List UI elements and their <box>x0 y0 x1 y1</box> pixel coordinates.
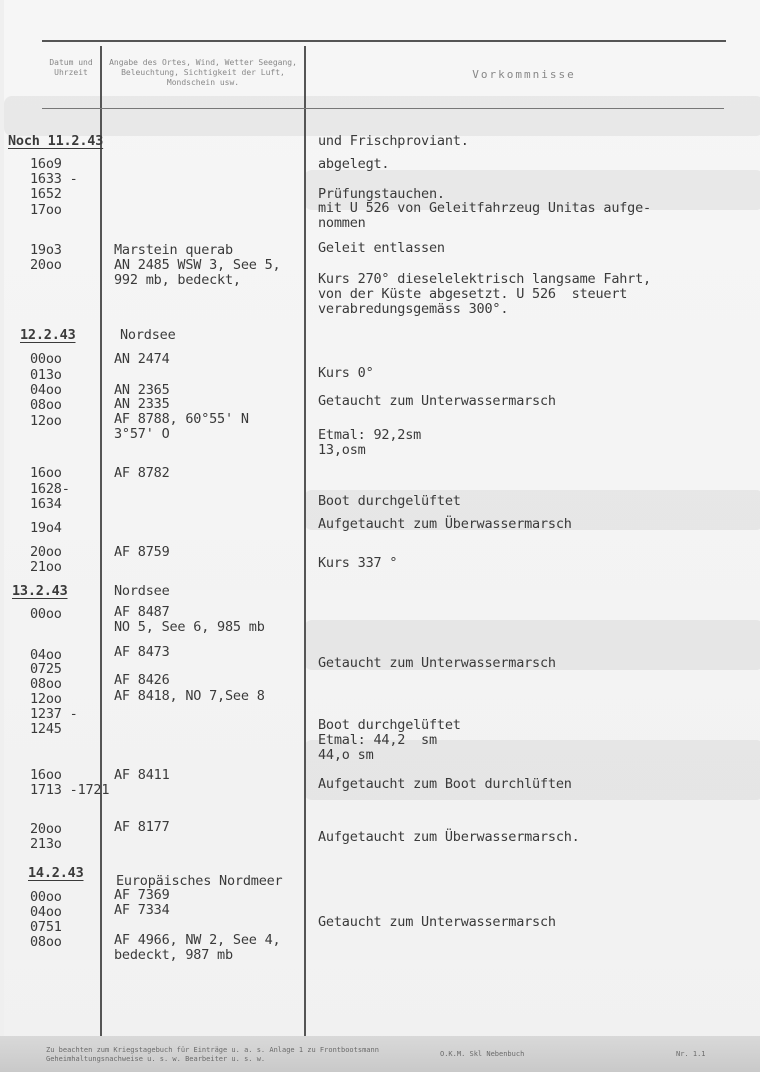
time-entry: 12oo <box>30 413 62 429</box>
place-entry: AF 7334 <box>114 902 170 918</box>
event-text: abgelegt. <box>318 156 390 172</box>
event-text: Aufgetaucht zum Überwassermarsch <box>318 516 572 532</box>
page-footer <box>0 1036 760 1072</box>
time-entry: 013o <box>30 367 62 383</box>
area-label: Nordsee <box>114 583 170 599</box>
event-text: Getaucht zum Unterwassermarsch <box>318 393 556 409</box>
time-entry: 00oo <box>30 351 62 367</box>
footer-note: Zu beachten zum Kriegstagebuch für Einträge u. a. s. Anlage 1 zu Frontbootsmann Geheimhaltungsnachweise u. s. w. Bearbeiter u. s. w. <box>46 1046 379 1063</box>
place-entry: AF 8487 NO 5, See 6, 985 mb <box>114 604 265 635</box>
place-entry: AN 2365 <box>114 382 170 398</box>
place-entry: AN 2474 <box>114 351 170 367</box>
header-rule <box>42 108 724 109</box>
time-entry: 00oo <box>30 606 62 622</box>
header-events: Vorkommnisse <box>472 68 576 81</box>
place-entry: AN 2485 WSW 3, See 5, 992 mb, bedeckt, <box>114 257 281 288</box>
time-entry: 16oo <box>30 767 62 783</box>
time-entry: 1628- 1634 <box>30 481 70 512</box>
time-entry: 08oo <box>30 934 62 950</box>
event-text: und Frischproviant. <box>318 133 469 149</box>
area-label: Europäisches Nordmeer <box>116 873 283 889</box>
place-entry: AF 8177 <box>114 819 170 835</box>
place-entry: AF 8782 <box>114 465 170 481</box>
time-entry: 19o3 <box>30 242 62 258</box>
event-text: Etmal: 92,2sm 13,osm <box>318 427 422 458</box>
time-entry: 04oo <box>30 382 62 398</box>
header-place: Angabe des Ortes, Wind, Wetter Seegang, Beleuchtung, Sichtigkeit der Luft, Mondschein usw. <box>109 58 297 87</box>
time-entry: 08oo <box>30 397 62 413</box>
place-entry: AN 2335 <box>114 396 170 412</box>
footer-page-number: Nr. 1.1 <box>676 1050 706 1058</box>
place-entry: AF 8473 <box>114 644 170 660</box>
event-text: Kurs 337 ° <box>318 555 398 571</box>
event-text: Getaucht zum Unterwassermarsch <box>318 655 556 671</box>
event-text: Kurs 270° dieselelektrisch langsame Fahrt, von der Küste abgesetzt. U 526 steuert verabredungsgemäss 300°. <box>318 271 651 317</box>
column-divider-2 <box>304 46 306 1036</box>
time-entry: 00oo <box>30 889 62 905</box>
place-entry: Marstein querab <box>114 242 233 258</box>
top-rule <box>42 40 726 42</box>
date-heading: 13.2.43 <box>12 583 68 599</box>
place-entry: AF 8426 <box>114 672 170 688</box>
time-entry: 0725 <box>30 661 62 677</box>
time-entry: 1633 - 1652 <box>30 171 78 202</box>
time-entry: 1237 - 1245 <box>30 706 78 737</box>
time-entry: 17oo <box>30 202 62 218</box>
time-entry: 20oo <box>30 257 62 273</box>
event-text: Boot durchgelüftet Etmal: 44,2 sm 44,o sm <box>318 717 461 763</box>
event-text: Kurs 0° <box>318 365 374 381</box>
event-text: Geleit entlassen <box>318 240 445 256</box>
header-date: Datum und Uhrzeit <box>49 58 93 77</box>
time-entry: 20oo 213o <box>30 821 62 852</box>
place-entry: AF 4966, NW 2, See 4, bedeckt, 987 mb <box>114 932 281 963</box>
event-text: Aufgetaucht zum Boot durchlüften <box>318 776 572 792</box>
time-entry: 1713 -1721 <box>30 782 110 798</box>
date-heading: 14.2.43 <box>28 865 84 881</box>
place-entry: AF 8418, NO 7,See 8 <box>114 688 265 704</box>
event-text: Prüfungstauchen. <box>318 186 445 202</box>
place-entry: AF 8411 <box>114 767 170 783</box>
time-entry: 16oo <box>30 465 62 481</box>
event-text: mit U 526 von Geleitfahrzeug Unitas aufge- nommen <box>318 200 651 231</box>
time-entry: 16o9 <box>30 156 62 172</box>
time-entry: 0751 <box>30 919 62 935</box>
footer-center: O.K.M. Skl Nebenbuch <box>440 1050 525 1058</box>
time-entry: 04oo <box>30 647 62 663</box>
place-entry: AF 8788, 60°55' N 3°57' O <box>114 411 249 442</box>
place-entry: AF 8759 <box>114 544 170 560</box>
time-entry: 12oo <box>30 691 62 707</box>
area-label: Nordsee <box>120 327 176 343</box>
time-entry: 20oo 21oo <box>30 544 62 575</box>
event-text: Getaucht zum Unterwassermarsch <box>318 914 556 930</box>
date-heading: Noch 11.2.43 <box>8 133 104 149</box>
column-divider-1 <box>100 46 102 1036</box>
time-entry: 19o4 <box>30 520 62 536</box>
event-text: Aufgetaucht zum Überwassermarsch. <box>318 829 580 845</box>
time-entry: 04oo <box>30 904 62 920</box>
event-text: Boot durchgelüftet <box>318 493 461 509</box>
date-heading: 12.2.43 <box>20 327 76 343</box>
place-entry: AF 7369 <box>114 887 170 903</box>
time-entry: 08oo <box>30 676 62 692</box>
